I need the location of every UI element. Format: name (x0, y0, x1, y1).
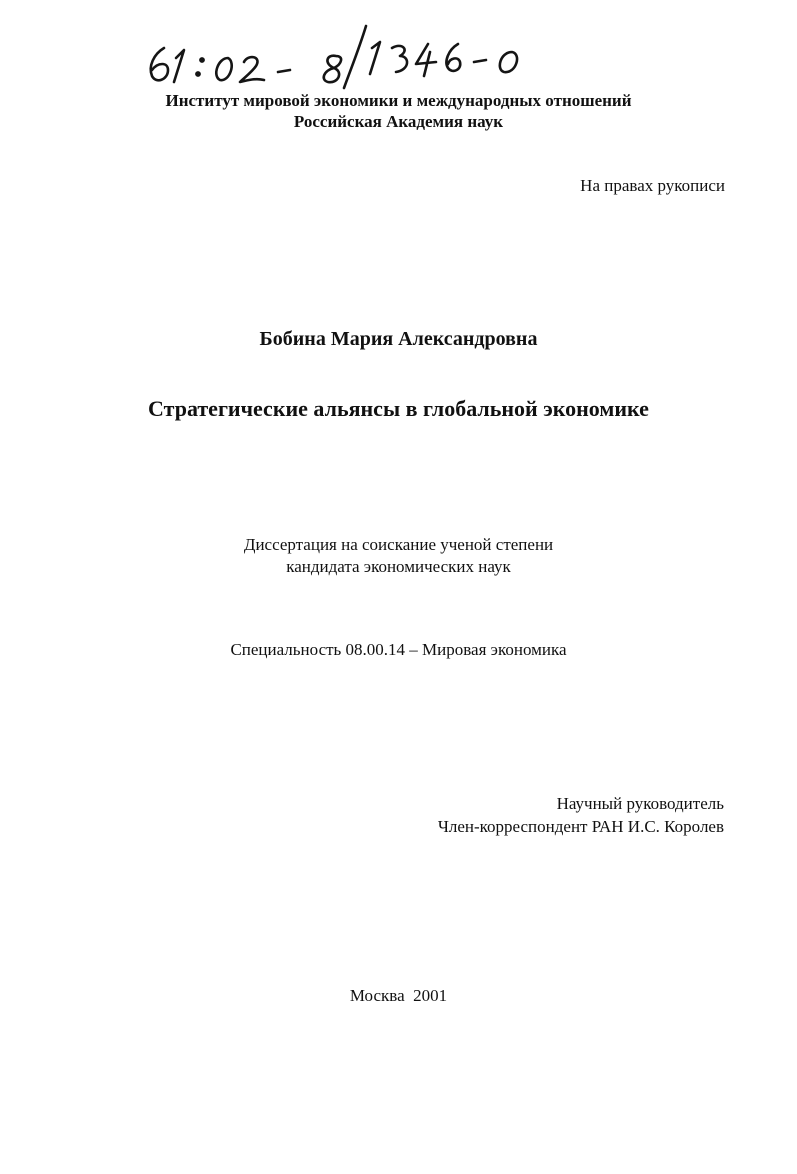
institute-header (0, 90, 797, 132)
degree-line-2: кандидата экономических наук (286, 557, 511, 576)
degree-statement (0, 534, 797, 578)
dissertation-title: Стратегические альянсы в глобальной экономике (148, 396, 649, 421)
author-name: Бобина Мария Александровна (259, 328, 538, 350)
academy-name: Российская Академия наук (293, 112, 504, 131)
institute-name: Институт мировой экономики и международных отношений (165, 91, 632, 110)
degree-line-1: Диссертация на соискание ученой степени (243, 535, 554, 554)
handwritten-signature-image (140, 18, 570, 90)
rights-note: На правах рукописи (580, 176, 725, 195)
handwritten-catalog-number (140, 18, 570, 90)
supervisor-block (438, 792, 724, 838)
specialty-line: Специальность 08.00.14 – Мировая экономика (230, 640, 567, 659)
supervisor-name: Член-корреспондент РАН И.С. Королев (437, 817, 724, 836)
city-year-text: Москва 2001 (349, 986, 448, 1005)
supervisor-label: Научный руководитель (556, 794, 724, 813)
city-year (0, 986, 797, 1006)
